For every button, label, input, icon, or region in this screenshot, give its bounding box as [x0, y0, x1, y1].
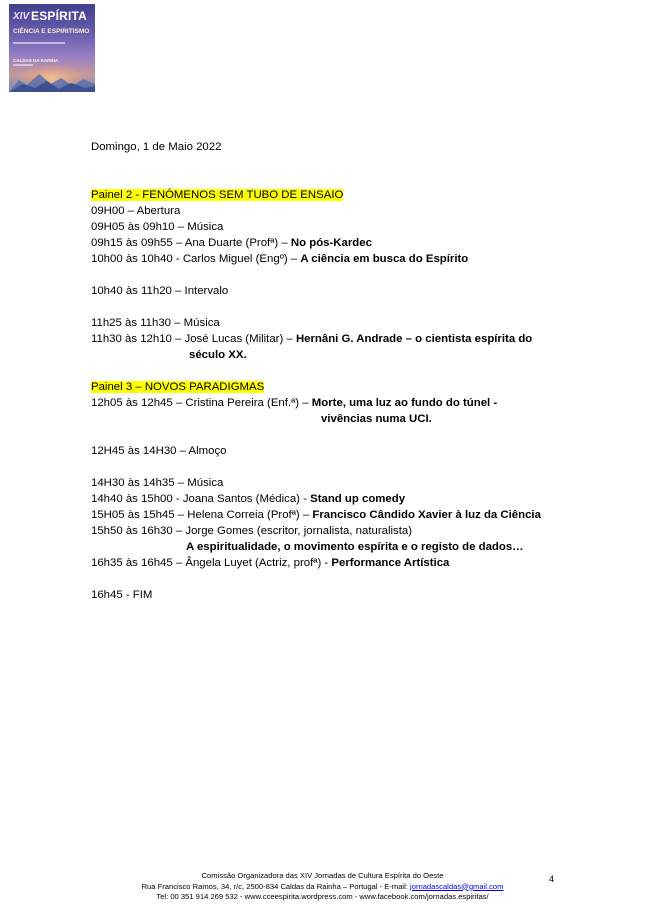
talk-title-continued — [189, 347, 247, 363]
panel3-heading-text: Painel 3 – NOVOS PARADIGMAS — [91, 381, 265, 393]
schedule-item-text: 16h35 às 16h45 – Ângela Luyet (Actriz, profª) - — [91, 557, 332, 569]
talk-title: No pós-Kardec — [290, 237, 372, 249]
schedule-item — [91, 523, 412, 539]
logo-numeral: XIV — [13, 11, 30, 22]
schedule-item-text: 09h15 às 09h55 – Ana Duarte (Profª) – — [91, 237, 291, 249]
panel2-heading — [91, 187, 343, 203]
logo-location: CALDAS DA RAINHA — [13, 58, 59, 63]
schedule-item-text: 14h40 às 15h00 - Joana Santos (Médica) - — [91, 493, 311, 505]
talk-title: A ciência em busca do Espírito — [300, 253, 469, 265]
schedule-item — [91, 507, 541, 523]
logo-mountains — [9, 70, 95, 92]
schedule-item-text: 09H05 às 09h10 – Música — [91, 221, 224, 233]
schedule-item — [91, 555, 449, 571]
schedule-item-text: 09H00 – Abertura — [91, 205, 181, 217]
logo-subtitle: CIÊNCIA E ESPIRITISMO — [13, 28, 90, 35]
talk-title: vivências numa UCI. — [321, 413, 432, 425]
panel3-heading — [91, 379, 264, 395]
logo-word: ESPÍRITA — [31, 9, 88, 23]
schedule-item — [91, 395, 497, 411]
page-number: 4 — [549, 874, 555, 884]
schedule-item-text: 11h30 às 12h10 – José Lucas (Militar) – — [91, 333, 296, 345]
talk-title: Performance Artística — [331, 557, 450, 569]
schedule-item-text: 15h50 às 16h30 – Jorge Gomes (escritor, jornalista, naturalista) — [91, 525, 413, 537]
schedule-item — [91, 203, 180, 219]
talk-title: A espiritualidade, o movimento espírita e o registo de dados… — [186, 541, 524, 553]
schedule-item: 14H30 às 14h35 – Música — [91, 477, 224, 489]
schedule-item-text: 10h00 às 10h40 - Carlos Miguel (Engº) – — [91, 253, 301, 265]
footer-address-text: Rua Francisco Ramos, 34, r/c, 2500-834 Caldas da Rainha – Portugal - E-mail: — [141, 881, 411, 891]
footer-contacts: Tel: 00 351 914 269 532 - www.cceespirita.wordpress.com - www.facebook.com/jornadas.espiritas/ — [156, 892, 489, 901]
talk-title: Morte, uma luz ao fundo do túnel - — [311, 397, 498, 409]
talk-title: Hernâni G. Andrade – o cientista espírita do — [295, 333, 533, 345]
talk-title: Francisco Cândido Xavier à luz da Ciência — [312, 509, 541, 521]
schedule-item — [91, 331, 532, 347]
talk-title: século XX. — [189, 349, 247, 361]
schedule-item-text: 12h05 às 12h45 – Cristina Pereira (Enf.ª) – — [91, 397, 312, 409]
logo-divider-2 — [13, 64, 33, 66]
schedule-item-text: 15H05 às 15h45 – Helena Correia (Profª) – — [91, 509, 313, 521]
footer-organizer: Comissão Organizadora das XIV Jornadas de Cultura Espírita do Oeste — [201, 871, 444, 880]
talk-title-continued — [186, 539, 524, 555]
footer-email-link[interactable]: jornadascaldas@gmail.com — [410, 881, 504, 891]
panel2-heading-text: Painel 2 - FENÓMENOS SEM TUBO DE ENSAIO — [91, 189, 344, 201]
schedule-item — [91, 235, 372, 251]
talk-title: Stand up comedy — [310, 493, 406, 505]
interval-item: 10h40 às 11h20 – Intervalo — [91, 285, 229, 297]
schedule-item — [91, 219, 223, 235]
event-date: Domingo, 1 de Maio 2022 — [91, 141, 222, 153]
end-item: 16h45 - FIM — [91, 589, 153, 601]
schedule-item — [91, 251, 468, 267]
logo-divider — [13, 42, 65, 44]
schedule-item — [91, 491, 405, 507]
schedule-item: 11h25 às 11h30 – Música — [91, 317, 220, 329]
event-logo — [9, 4, 95, 92]
lunch-item: 12H45 às 14H30 – Almoço — [91, 445, 227, 457]
talk-title-continued — [321, 411, 432, 427]
